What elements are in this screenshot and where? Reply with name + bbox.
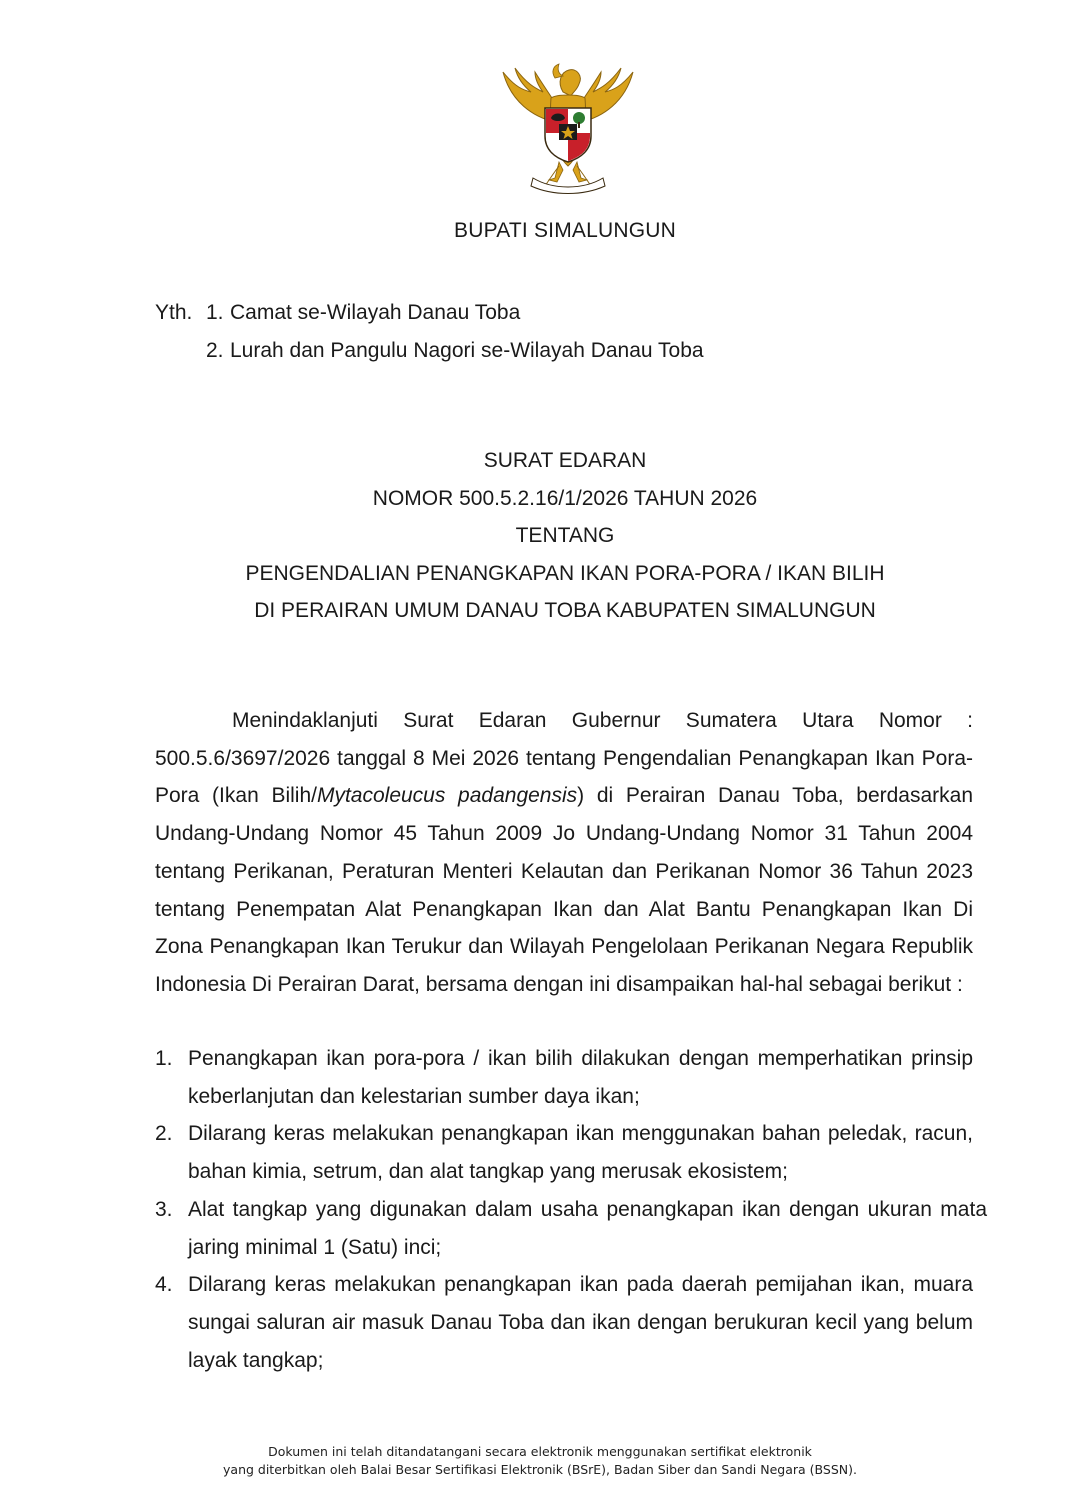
addressee-number: 1. bbox=[206, 301, 224, 324]
list-item-text: Penangkapan ikan pora-pora / ikan bilih dilakukan dengan memperhatikan prinsip keberlanjutan dan kelestarian sumber daya ikan; bbox=[188, 1047, 973, 1108]
list-item-number: 4. bbox=[155, 1273, 173, 1297]
body-text-part: ) di Perairan Danau Toba, berdasarkan Undang-Undang Nomor 45 Tahun 2009 Jo Undang-Undang Nomor 31 Tahun 2004 tentang Perikanan, Peraturan Menteri Kelautan dan Perikanan Nomor 36 Tahun 2023 tentang Penempatan Alat Penangkapan Ikan dan Alat Bantu Penangkapan Ikan Di Zona Penangkapan Ikan Terukur dan Wilayah Pengelolaan Perikanan Negara Republik Indonesia Di Perairan Darat, bersama dengan ini disampaikan hal-hal sebagai berikut : bbox=[155, 784, 973, 996]
points-list bbox=[155, 1040, 987, 1379]
issuer-heading: BUPATI SIMALUNGUN bbox=[454, 219, 676, 242]
list-item bbox=[155, 1191, 987, 1266]
addressee-row bbox=[155, 332, 704, 370]
list-item-number: 2. bbox=[155, 1122, 173, 1146]
title-about: TENTANG bbox=[515, 524, 615, 547]
circular-title-block bbox=[0, 442, 1080, 630]
list-item bbox=[155, 1040, 973, 1115]
addressee-number: 2. bbox=[206, 338, 224, 362]
footer-line: yang diterbitkan oleh Balai Besar Sertifikasi Elektronik (BSrE), Badan Siber dan Sandi Negara (BSSN). bbox=[223, 1462, 857, 1477]
garuda-pancasila-emblem-icon bbox=[493, 62, 643, 196]
body-text-part: Menindaklanjuti Surat Edaran Gubernur Sumatera Utara Nomor : 500.5.6/3697/2026 tanggal 8 Mei 2026 tentang Pengendalian Penangkapan Ikan Pora-Pora (Ikan Bilih/ bbox=[155, 709, 973, 808]
document-type: SURAT EDARAN bbox=[483, 449, 647, 472]
list-item-number: 3. bbox=[155, 1197, 173, 1221]
species-name: Mytacoleucus padangensis bbox=[316, 784, 578, 808]
addressee-row bbox=[155, 294, 704, 332]
addressee-text: Lurah dan Pangulu Nagori se-Wilayah Danau Toba bbox=[230, 338, 704, 362]
list-item bbox=[155, 1266, 973, 1379]
list-item bbox=[155, 1115, 973, 1190]
subject-line: DI PERAIRAN UMUM DANAU TOBA KABUPATEN SIMALUNGUN bbox=[254, 599, 876, 622]
list-item-number: 1. bbox=[155, 1047, 173, 1070]
list-item-text: Dilarang keras melakukan penangkapan ikan pada daerah pemijahan ikan, muara sungai saluran air masuk Danau Toba dan ikan dengan berukuran kecil yang belum layak tangkap; bbox=[188, 1273, 973, 1372]
subject-line: PENGENDALIAN PENANGKAPAN IKAN PORA-PORA / IKAN BILIH bbox=[245, 561, 885, 585]
footer-line: Dokumen ini telah ditandatangani secara elektronik menggunakan sertifikat elektronik bbox=[268, 1444, 812, 1459]
addressee-text: Camat se-Wilayah Danau Toba bbox=[230, 301, 521, 324]
list-item-text: Alat tangkap yang digunakan dalam usaha penangkapan ikan dengan ukuran mata jaring minimal 1 (Satu) inci; bbox=[188, 1197, 987, 1259]
addressee-block bbox=[155, 294, 704, 369]
document-number: NOMOR 500.5.2.16/1/2026 TAHUN 2026 bbox=[372, 486, 758, 510]
electronic-signature-footer bbox=[0, 1443, 1080, 1479]
body-paragraph bbox=[155, 702, 973, 1004]
addressee-prefix: Yth. bbox=[155, 301, 193, 324]
list-item-text: Dilarang keras melakukan penangkapan ikan menggunakan bahan peledak, racun, bahan kimia, setrum, dan alat tangkap yang merusak ekosistem; bbox=[188, 1122, 973, 1184]
